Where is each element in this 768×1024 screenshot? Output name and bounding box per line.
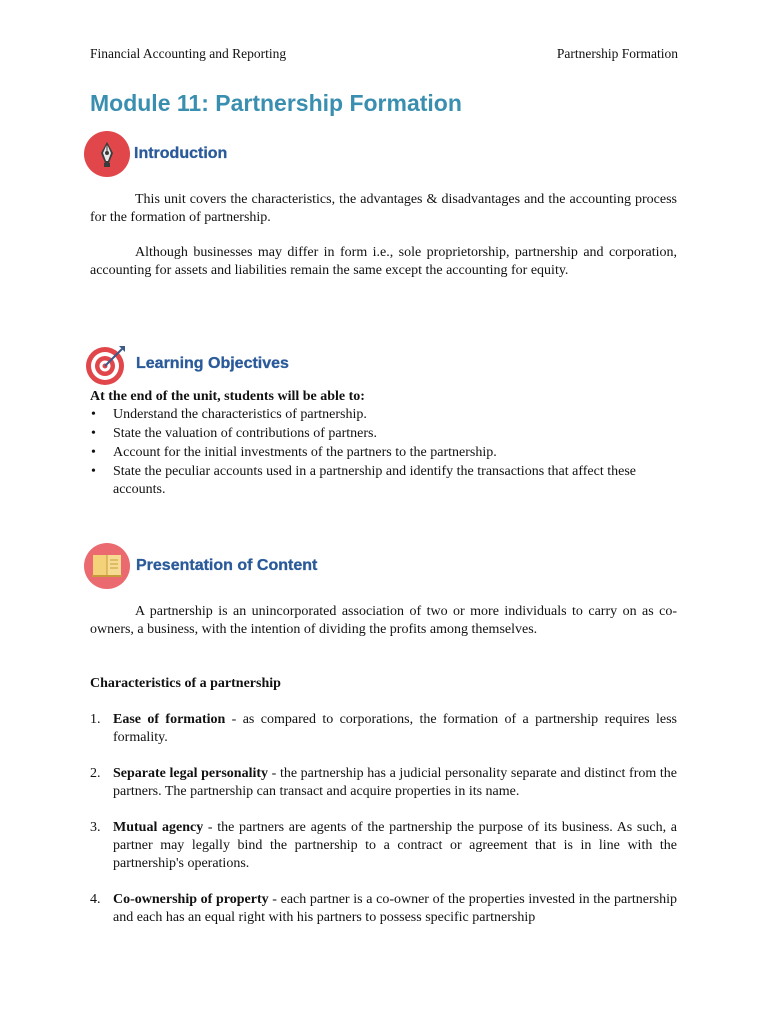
list-item: • State the valuation of contributions of partners.: [90, 425, 677, 443]
content-label: Presentation of Content: [136, 557, 318, 574]
objectives-list: [90, 406, 677, 500]
objectives-heading: [84, 341, 289, 387]
intro-paragraph-1: This unit covers the characteristics, the advantages & disadvantages and the accounting process for the formation of partnership.: [90, 192, 677, 225]
introduction-heading: [84, 131, 227, 177]
content-heading: [84, 543, 317, 589]
list-item: 2. Separate legal personality - the partnership has a judicial personality separate and distinct from the partners. The partnership can transact and acquire properties in its name.: [90, 766, 678, 799]
intro-paragraph-2: Although businesses may differ in form i.e., sole proprietorship, partnership and corporation, accounting for assets and liabilities remain the same except the accounting for equity.: [90, 245, 677, 278]
running-header: [90, 46, 678, 62]
objectives-label: Learning Objectives: [136, 355, 289, 372]
target-icon: [84, 341, 130, 387]
list-item: • Account for the initial investments of the partners to the partnership.: [90, 444, 677, 462]
list-item: • Understand the characteristics of partnership.: [90, 406, 677, 424]
book-icon: [84, 543, 130, 589]
list-item: 3. Mutual agency - the partners are agents of the partnership the purpose of its business. As such, a partner may legally bind the partnership to a contract or agreement that is in line with the partnership's operations.: [90, 820, 677, 871]
content-paragraph-1: A partnership is an unincorporated association of two or more individuals to carry on as co-owners, a business, with the intention of dividing the profits among themselves.: [90, 604, 677, 637]
list-item: 4. Co-ownership of property - each partner is a co-owner of the properties invested in the partnership and each has an equal right with his partners to possess specific partnership: [90, 892, 677, 925]
header-topic: Partnership Formation: [556, 46, 678, 61]
pen-icon: [84, 131, 130, 177]
introduction-label: Introduction: [134, 145, 228, 162]
header-course: Financial Accounting and Reporting: [90, 46, 287, 61]
list-item: • State the peculiar accounts used in a partnership and identify the transactions that affect these accounts.: [90, 463, 677, 499]
characteristics-list: [90, 711, 677, 927]
module-title: Module 11: Partnership Formation: [90, 90, 462, 116]
list-item: 1. Ease of formation - as compared to corporations, the formation of a partnership requires less formality.: [90, 712, 677, 745]
objectives-lead: At the end of the unit, students will be able to:: [90, 389, 365, 404]
characteristics-heading: Characteristics of a partnership: [90, 676, 281, 691]
